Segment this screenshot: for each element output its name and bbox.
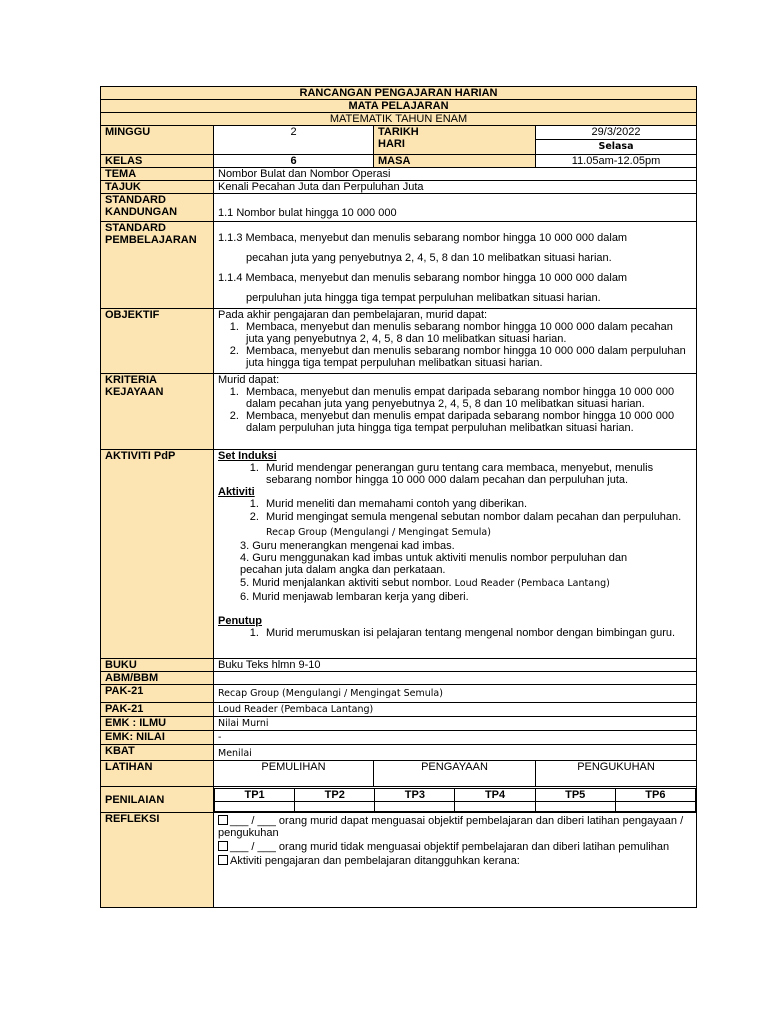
tp-checkbox-cell[interactable] <box>215 801 295 811</box>
tp-header: TP4 <box>455 788 535 801</box>
kriteria-label-line1: KRITERIA <box>105 374 157 386</box>
emk-ilmu-label: EMK : ILMU <box>101 717 214 731</box>
refleksi-item <box>218 815 692 839</box>
tp-header: TP6 <box>615 788 695 801</box>
tajuk-label: TAJUK <box>101 181 214 194</box>
aktiviti-title: Aktiviti <box>218 486 255 498</box>
minggu-value: 2 <box>214 126 374 155</box>
buku-value: Buku Teks hlmn 9-10 <box>214 659 697 672</box>
refleksi-value <box>214 813 697 908</box>
aktiviti-item <box>262 510 692 540</box>
refleksi-label: REFLEKSI <box>101 813 214 908</box>
tp-checkbox-cell[interactable] <box>535 801 615 811</box>
refleksi-text: ___ / ___ orang murid dapat menguasai objektif pembelajaran dan diberi latihan pengayaan / pengukuhan <box>218 815 684 839</box>
kriteria-label-line2: KEJAYAAN <box>105 386 164 398</box>
sp-line: 1.1.3 Membaca, menyebut dan menulis sebarang nombor hingga 10 000 000 dalam <box>218 232 628 244</box>
sp-line: pecahan juta yang penyebutnya 2, 4, 5, 8 dan 10 melibatkan situasi harian. <box>246 252 612 264</box>
abm-label: ABM/BBM <box>101 672 214 685</box>
minggu-label: MINGGU <box>101 126 214 155</box>
kelas-value: 6 <box>214 155 374 168</box>
pak21-label-1: PAK-21 <box>101 685 214 703</box>
pak21-value-2: Loud Reader (Pembaca Lantang) <box>214 703 697 717</box>
penutup-item: 1. Murid merumuskan isi pelajaran tentang mengenal nombor dengan bimbingan guru. <box>262 627 692 639</box>
plan-title: RANCANGAN PENGAJARAN HARIAN <box>101 87 697 100</box>
aktiviti-value <box>214 450 697 659</box>
penilaian-tp-cell <box>214 787 697 813</box>
aktiviti-item: 4. Guru menggunakan kad imbas untuk aktiviti menulis nombor perpuluhan dan pecahan juta dalam angka dan perkataan. <box>240 552 628 576</box>
tp-header: TP5 <box>535 788 615 801</box>
sk-label-line2: KANDUNGAN <box>105 206 178 218</box>
sp-label-line2: PEMBELAJARAN <box>105 234 197 246</box>
pak-tag: Loud Reader (Pembaca Lantang) <box>454 578 610 589</box>
latihan-label: LATIHAN <box>101 761 214 787</box>
pak21-label-2: PAK-21 <box>101 703 214 717</box>
aktiviti-text: 5. Murid menjalankan aktiviti sebut nombor. <box>240 577 452 589</box>
tp-grid <box>214 788 696 812</box>
tp-header: TP3 <box>375 788 455 801</box>
tema-label: TEMA <box>101 168 214 181</box>
refleksi-item <box>218 855 692 867</box>
tp-checkbox-cell[interactable] <box>295 801 375 811</box>
sp-line: perpuluhan juta hingga tiga tempat perpuluhan melibatkan situasi harian. <box>246 292 601 304</box>
emk-nilai-value: - <box>214 731 697 745</box>
kriteria-intro: Murid dapat: <box>218 374 280 386</box>
tp-header: TP1 <box>215 788 295 801</box>
tp-header: TP2 <box>295 788 375 801</box>
aktiviti-item: 3. Guru menerangkan mengenai kad imbas. <box>240 540 455 552</box>
set-induksi-item: 1. Murid mendengar penerangan guru tentang cara membaca, menyebut, menulis sebarang nombor hingga 10 000 000 dalam pecahan dan perpuluhan juta. <box>262 462 692 486</box>
subject-value: MATEMATIK TAHUN ENAM <box>101 113 697 126</box>
objektif-item: 1. Membaca, menyebut dan menulis sebarang nombor hingga 10 000 000 dalam pecahan juta yang penyebutnya 2, 4, 5, 8 dan 10 melibatkan situasi harian. <box>242 321 692 345</box>
sp-line: 1.1.4 Membaca, menyebut dan menulis sebarang nombor hingga 10 000 000 dalam <box>218 272 628 284</box>
kbat-value: Menilai <box>214 745 697 761</box>
lesson-plan-table <box>100 86 697 908</box>
tp-checkbox-cell[interactable] <box>615 801 695 811</box>
tp-checkbox-cell[interactable] <box>455 801 535 811</box>
standard-pembelajaran-value <box>214 222 697 309</box>
abm-value <box>214 672 697 685</box>
tema-value: Nombor Bulat dan Nombor Operasi <box>214 168 697 181</box>
aktiviti-item <box>218 576 692 591</box>
standard-kandungan-value: 1.1 Nombor bulat hingga 10 000 000 <box>214 194 697 222</box>
aktiviti-text: Murid mengingat semula mengenal sebutan nombor dalam pecahan dan perpuluhan. <box>266 511 682 523</box>
tajuk-value: Kenali Pecahan Juta dan Perpuluhan Juta <box>214 181 697 194</box>
refleksi-item <box>218 841 692 853</box>
checkbox-icon[interactable] <box>218 855 228 865</box>
penutup-title: Penutup <box>218 615 262 627</box>
standard-pembelajaran-label <box>101 222 214 309</box>
tarikh-value: 29/3/2022 <box>536 126 696 140</box>
hari-value: Selasa <box>598 141 634 152</box>
aktiviti-item: 1. Murid meneliti dan memahami contoh yang diberikan. <box>262 498 692 510</box>
objektif-item: 2. Membaca, menyebut dan menulis sebarang nombor hingga 10 000 000 dalam perpuluhan juta hingga tiga tempat perpuluhan melibatkan situasi harian. <box>242 345 692 369</box>
latihan-pemulihan: PEMULIHAN <box>214 761 374 787</box>
kelas-label: KELAS <box>101 155 214 168</box>
latihan-pengukuhan: PENGUKUHAN <box>536 761 697 787</box>
emk-nilai-label: EMK: NILAI <box>101 731 214 745</box>
pak-tag: Recap Group (Mengulangi / Mengingat Semula) <box>266 527 491 538</box>
refleksi-text: Aktiviti pengajaran dan pembelajaran ditangguhkan kerana: <box>230 855 520 867</box>
tarikh-hari-label <box>374 126 536 155</box>
kriteria-item: 2. Membaca, menyebut dan menulis empat daripada sebarang nombor hingga 10 000 000 dalam perpuluhan juta hingga tiga tempat perpuluhan melibatkan situasi harian. <box>242 410 692 434</box>
checkbox-icon[interactable] <box>218 815 228 825</box>
hari-label: HARI <box>378 138 405 150</box>
penilaian-label: PENILAIAN <box>101 787 214 813</box>
checkbox-icon[interactable] <box>218 841 228 851</box>
kriteria-item: 1. Membaca, menyebut dan menulis empat daripada sebarang nombor hingga 10 000 000 dalam pecahan juta yang penyebutnya 2, 4, 5, 8 dan 10 melibatkan situasi harian. <box>242 386 692 410</box>
emk-ilmu-value: Nilai Murni <box>214 717 697 731</box>
kriteria-kejayaan-value <box>214 374 697 450</box>
sp-label-line1: STANDARD <box>105 222 166 234</box>
masa-value: 11.05am-12.05pm <box>536 155 697 168</box>
refleksi-text: ___ / ___ orang murid tidak menguasai objektif pembelajaran dan diberi latihan pemulihan <box>230 841 670 853</box>
kbat-label: KBAT <box>101 745 214 761</box>
standard-kandungan-label <box>101 194 214 222</box>
objektif-intro: Pada akhir pengajaran dan pembelajaran, murid dapat: <box>218 309 488 321</box>
latihan-pengayaan: PENGAYAAN <box>374 761 536 787</box>
pak21-value-1: Recap Group (Mengulangi / Mengingat Semula) <box>214 685 697 703</box>
buku-label: BUKU <box>101 659 214 672</box>
aktiviti-item: 6. Murid menjawab lembaran kerja yang diberi. <box>240 591 469 603</box>
subject-label: MATA PELAJARAN <box>101 100 697 113</box>
tarikh-hari-cell <box>536 126 697 155</box>
tarikh-label: TARIKH <box>378 126 419 138</box>
aktiviti-label: AKTIVITI PdP <box>101 450 214 659</box>
kriteria-kejayaan-label <box>101 374 214 450</box>
tp-checkbox-cell[interactable] <box>375 801 455 811</box>
objektif-value <box>214 309 697 374</box>
set-induksi-title: Set Induksi <box>218 450 277 462</box>
objektif-label: OBJEKTIF <box>101 309 214 374</box>
sk-label-line1: STANDARD <box>105 194 166 206</box>
masa-label: MASA <box>374 155 536 168</box>
